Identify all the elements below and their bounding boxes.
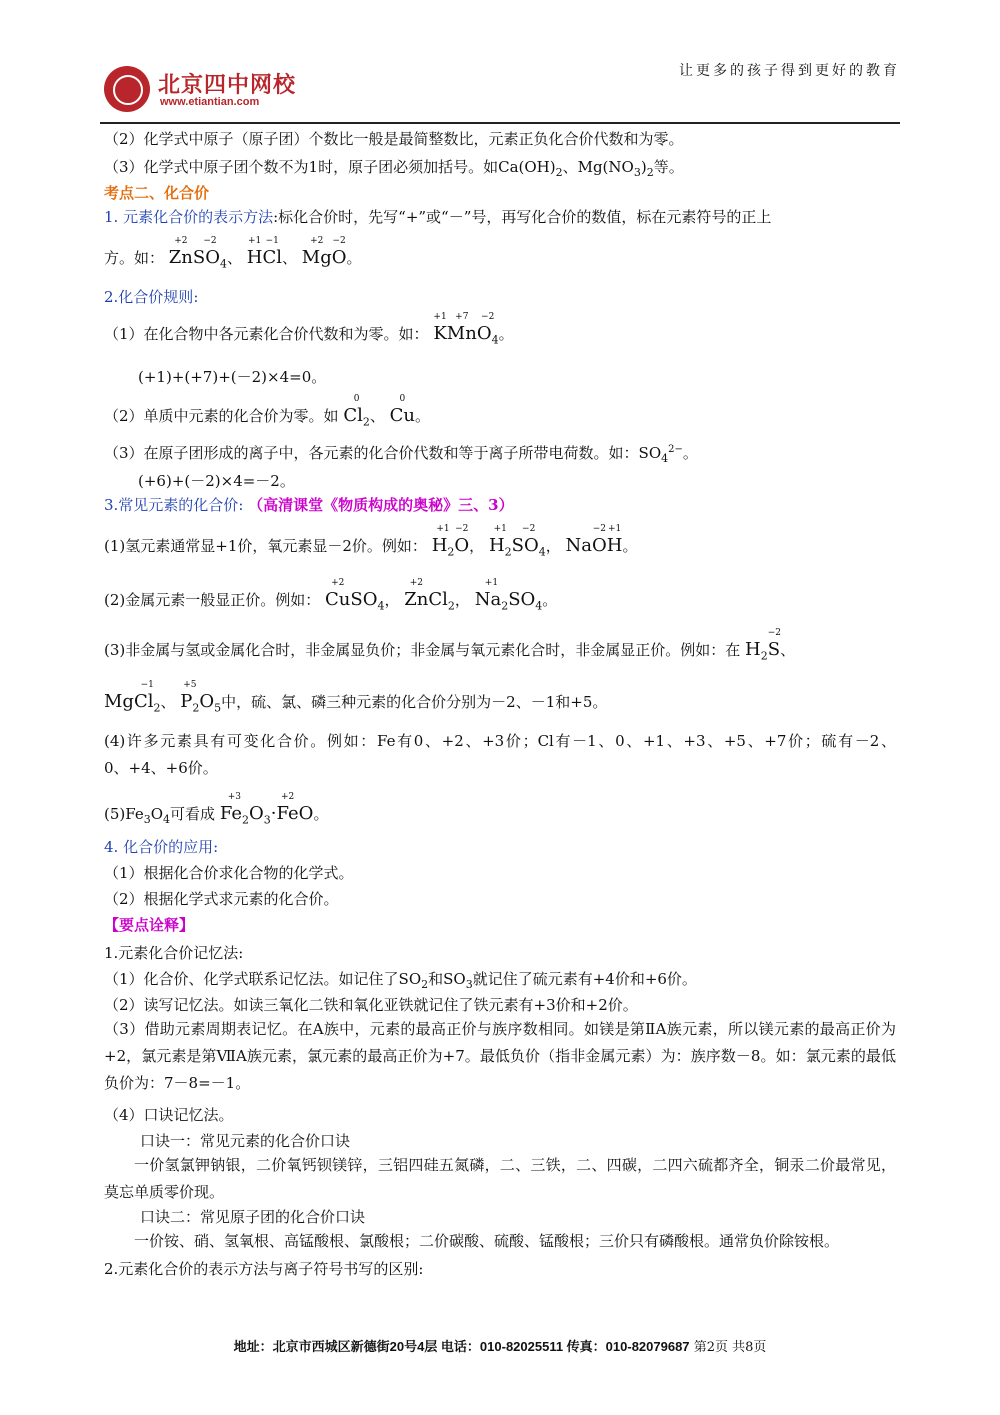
- logo: [104, 66, 404, 114]
- equation-line: (+6)+(－2)×4=－2。: [138, 472, 295, 490]
- notes-heading: 【要点诠释】: [104, 916, 195, 934]
- text-line: （2）化学式中原子（原子团）个数比一般是最简整数比，元素正负化合价代数和为零。: [104, 130, 684, 148]
- text-line: $(5)Fe_3O_4$可看成 +3 $Fe_2O_3\cdot$ +2 FeO。: [104, 792, 329, 827]
- formula-h2so4: +1 $H_2$ −2 $SO_4$: [488, 524, 546, 559]
- page-number: 第2页 共8页: [693, 1340, 767, 1355]
- paragraph: 1. 元素化合价的表示方法:标化合价时，先写“+”或“－”号，再写化合价的数值，标在元素符号的正上: [104, 208, 772, 226]
- page-header: [100, 58, 900, 124]
- formula-cl2: 0 $Cl_2$: [343, 394, 370, 429]
- formula-mgcl2: Mg −1 $Cl_2$: [104, 680, 161, 715]
- logo-name: 北京四中网校: [158, 72, 297, 98]
- logo-seal-icon: [104, 66, 150, 112]
- text-line: 2.元素化合价的表示方法与离子符号书写的区别:: [104, 1260, 424, 1278]
- slogan: 让更多的孩子得到更好的教育: [679, 63, 900, 79]
- mnemonic-text: 一价氢氯钾钠银，二价氧钙钡镁锌，三铝四硅五氮磷，二、三铁，二、四碳，二四六硫都齐全，铜汞二价最常见，莫忘单质零价现。: [104, 1156, 896, 1201]
- footer-address: 地址：北京市西城区新德街20号4层 电话：010-82025511 传真：010-82079687: [233, 1339, 690, 1354]
- formula-p2o5: +5 $P_2O_5$: [180, 680, 222, 715]
- formula-naoh: Na −2 O +1 H: [565, 524, 623, 556]
- text-line: （1）化合价、化学式联系记忆法。如记住了$SO_2$和$SO_3$就记住了硫元素有+4价和+6价。: [104, 970, 697, 991]
- formula-mgo: +2 Mg −2 O: [301, 236, 347, 268]
- section-heading: 3.常见元素的化合价: （高清课堂《物质构成的奥秘》三、3）: [104, 496, 514, 514]
- formula-cuso4: +2 CuSO$_4$: [325, 578, 385, 613]
- formula-kmno4: +1 K +7 Mn −2 $O_4$: [433, 312, 499, 347]
- formula-hcl: +1 H −1 Cl: [246, 236, 283, 268]
- text-line: (1)氢元素通常显+1价，氧元素显－2价。例如： +1 $H_2$ −2 O， +1 $H_2$ −2 $SO_4$， Na −2 O +1 H。: [104, 524, 638, 559]
- text-line: （3）化学式中原子团个数不为1时，原子团必须加括号。如$Ca(OH)_2$、$Mg(NO_3)_2$等。: [104, 158, 684, 179]
- text-line: Mg −1 $Cl_2$、 +5 $P_2O_5$中，硫、氯、磷三种元素的化合价分别为－2、－1和+5。: [104, 680, 608, 715]
- paragraph: (4)许多元素具有可变化合价。例如：Fe有0、+2、+3价；Cl有－1、0、+1、+3、+5、+7价；硫有－2、0、+4、+6价。: [104, 732, 896, 777]
- mnemonic-text: 一价铵、硝、氢氧根、高锰酸根、氯酸根；二价碳酸、硫酸、锰酸根；三价只有磷酸根。通常负价除铵根。: [134, 1232, 840, 1250]
- section-heading: 2.化合价规则:: [104, 288, 199, 306]
- formula-fe2o3-feo: +3 $Fe_2O_3\cdot$ +2 FeO: [219, 792, 314, 827]
- text-line: (3)非金属与氢或金属化合时，非金属显负价；非金属与氧元素化合时，非金属显正价。例如：在 $H_2$ −2 S、: [104, 628, 796, 663]
- text-line: （2）根据化学式求元素的化合价。: [104, 890, 339, 908]
- formula-znso4: +2 Zn −2 $SO_4$: [168, 236, 227, 271]
- text-line: (2)金属元素一般显正价。例如： +2 CuSO$_4$， +2 ZnCl$_2$， +1 $Na_2SO_4$。: [104, 578, 558, 613]
- mnemonic-title: 口诀一：常见元素的化合价口诀: [140, 1132, 351, 1150]
- formula-na2so4: +1 $Na_2SO_4$: [474, 578, 543, 613]
- equation-line: (+1)+(+7)+(－2)×4=0。: [138, 368, 327, 386]
- text-line: 方。如： +2 Zn −2 $SO_4$、 +1 H −1 Cl、 +2 Mg −2 O。: [104, 236, 362, 271]
- text-line: （2）单质中元素的化合价为零。如 0 $Cl_2$、 0 Cu。: [104, 394, 431, 429]
- formula-cu: 0 Cu: [389, 394, 416, 426]
- paragraph: （3）借助元素周期表记忆。在A族中，元素的最高正价与族序数相同。如镁是第ⅡA族元素，所以镁元素的最高正价为+2，氯元素是第ⅦA族元素，氯元素的最高正价为+7。最低负价（指非金属元素）为：族序数－8。如：氯元素的最低负价为：7－8=－1。: [104, 1020, 896, 1092]
- section-heading: 4. 化合价的应用:: [104, 838, 219, 856]
- formula-h2s: $H_2$ −2 S: [745, 628, 782, 663]
- text-line: （4）口诀记忆法。: [104, 1106, 234, 1124]
- mnemonic-title: 口诀二：常见原子团的化合价口诀: [140, 1208, 366, 1226]
- section-heading: 考点二、化合价: [104, 184, 210, 202]
- text-line: （1）在化合物中各元素化合价代数和为零。如： +1 K +7 Mn −2 $O_4$。: [104, 312, 514, 347]
- text-line: （3）在原子团形成的离子中，各元素的化合价代数和等于离子所带电荷数。如：$SO_4^{2-}$。: [104, 444, 698, 465]
- formula-zncl2: +2 ZnCl$_2$: [404, 578, 455, 613]
- formula-h2o: +1 $H_2$ −2 O: [431, 524, 470, 559]
- page-footer: [0, 1336, 1000, 1355]
- text-line: 1.元素化合价记忆法:: [104, 944, 244, 962]
- logo-url: www.etiantian.com: [160, 96, 260, 108]
- text-line: （1）根据化合价求化合物的化学式。: [104, 864, 354, 882]
- text-line: （2）读写记忆法。如读三氧化二铁和氧化亚铁就记住了铁元素有+3价和+2价。: [104, 996, 638, 1014]
